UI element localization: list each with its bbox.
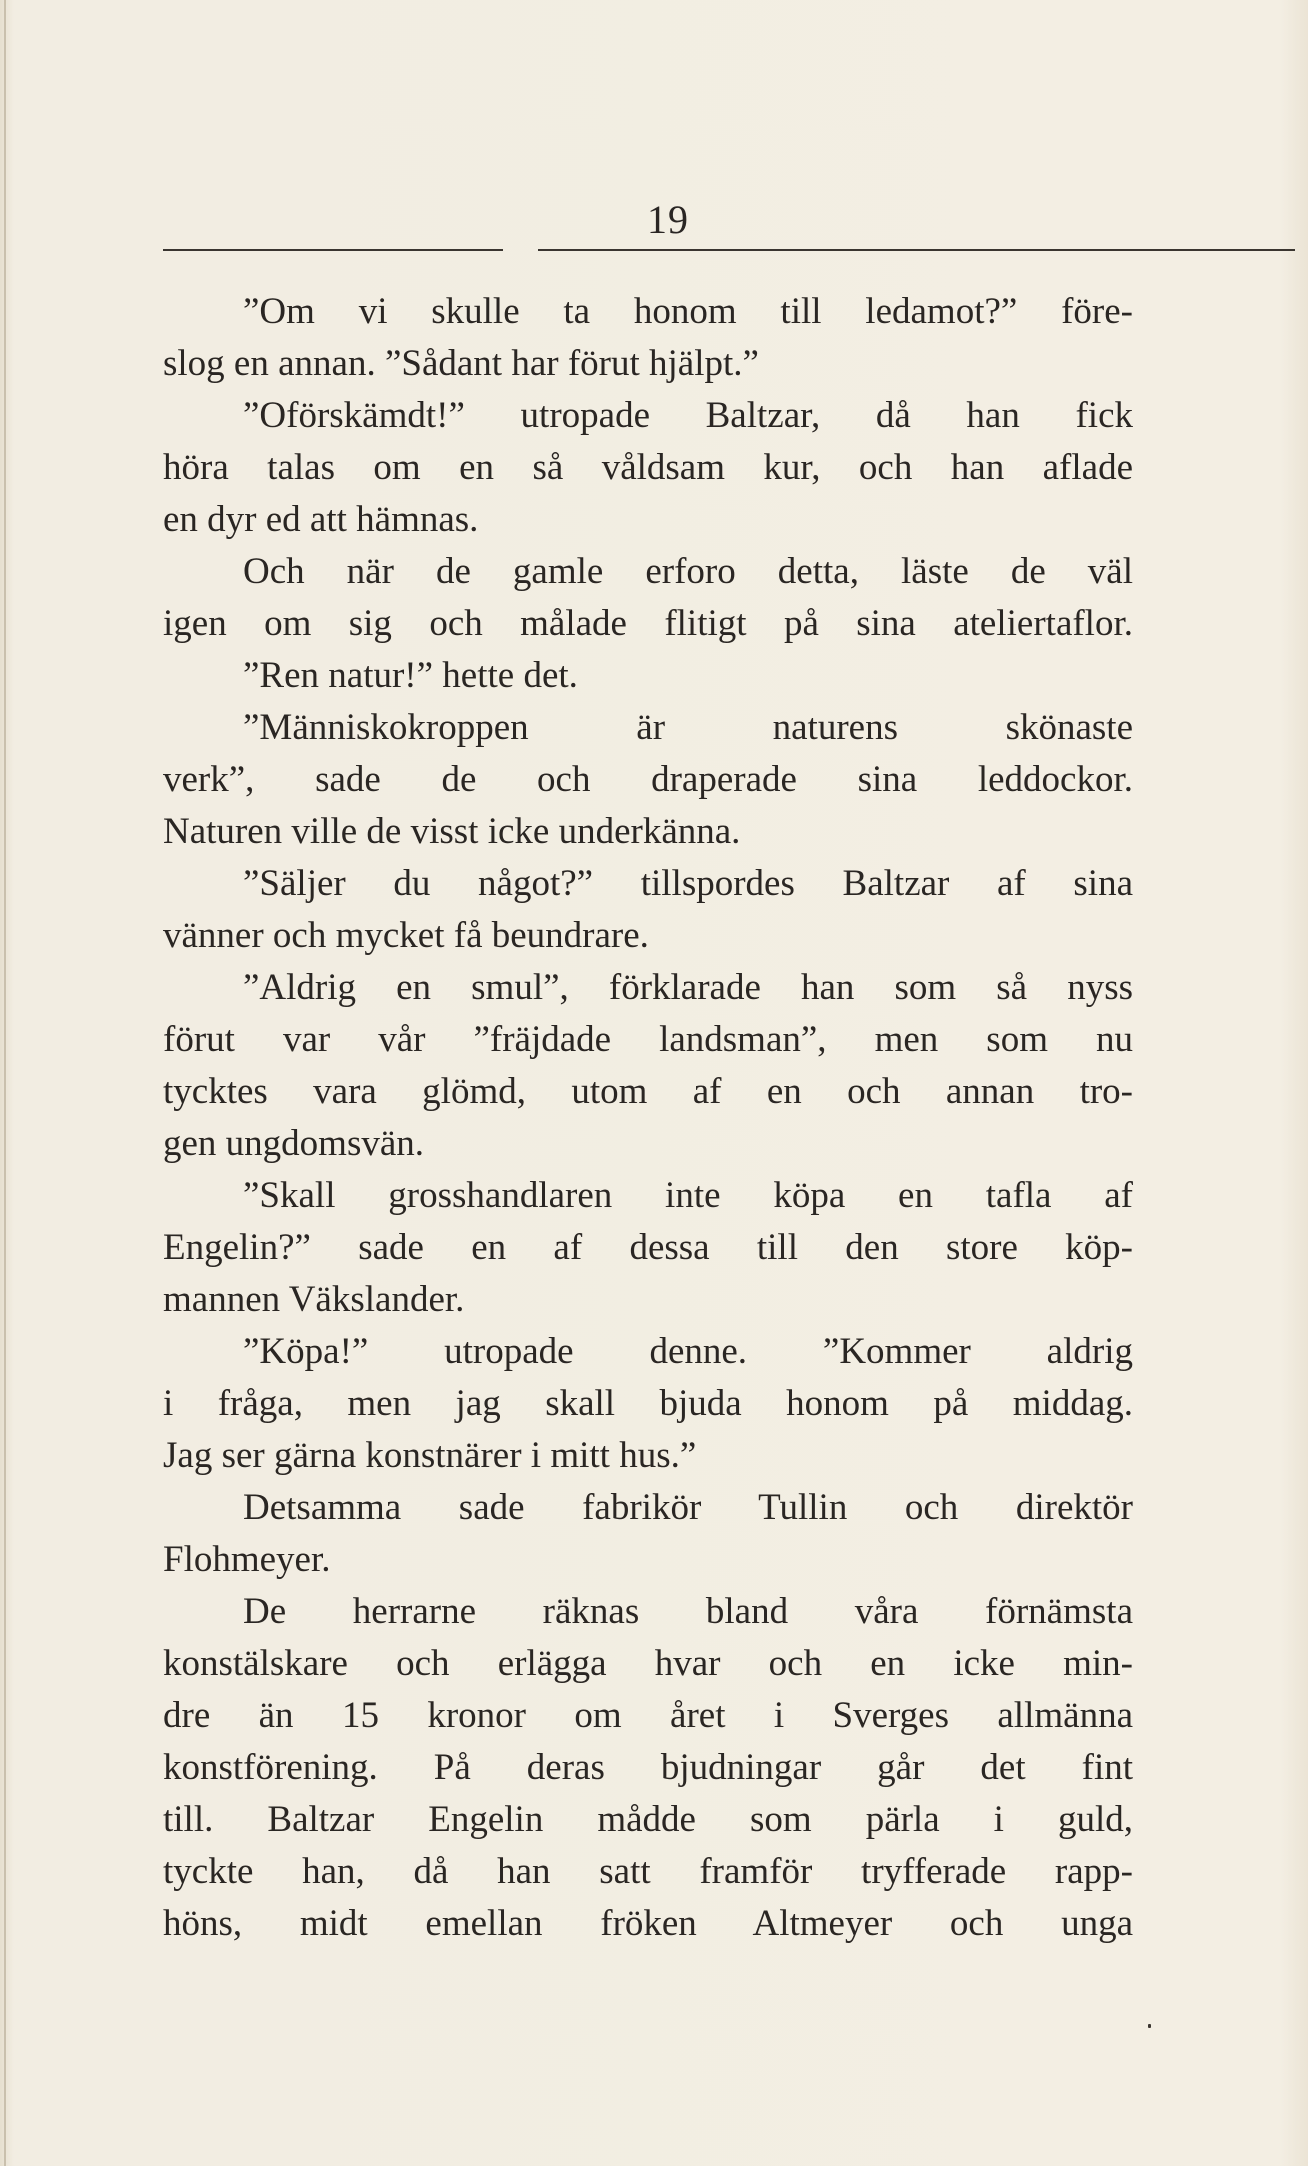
text-line: dre än 15 kronor om året i Sverges allmänna (163, 1695, 1133, 1736)
text-line: förut var vår ”fräjdade landsman”, men som nu (163, 1019, 1133, 1060)
text-line: konstälskare och erlägga hvar och en icke min- (163, 1643, 1133, 1684)
text-line: vänner och mycket få beundrare. (163, 915, 649, 956)
page-edge-shadow (4, 0, 6, 2166)
text-line: en dyr ed att hämnas. (163, 499, 479, 540)
print-speck (1148, 2024, 1151, 2028)
text-line: tyckte han, då han satt framför tryfferade rapp- (163, 1851, 1133, 1892)
page-number: 19 (647, 197, 689, 242)
text-line: gen ungdomsvän. (163, 1123, 425, 1164)
text-line: ”Om vi skulle ta honom till ledamot?” före- (243, 291, 1133, 332)
text-line: slog en annan. ”Sådant har förut hjälpt.” (163, 343, 759, 384)
text-line: tycktes vara glömd, utom af en och annan tro- (163, 1071, 1133, 1112)
text-line: konstförening. På deras bjudningar går det fint (163, 1747, 1133, 1788)
page-header (163, 195, 1133, 255)
text-line: mannen Väkslander. (163, 1279, 465, 1320)
header-rule-left (163, 249, 503, 251)
text-line: i fråga, men jag skall bjuda honom på middag. (163, 1383, 1133, 1424)
text-line: ”Säljer du något?” tillspordes Baltzar af sina (243, 863, 1133, 904)
text-line: höra talas om en så våldsam kur, och han aflade (163, 447, 1133, 488)
text-line: ”Människokroppen är naturens skönaste (243, 707, 1133, 748)
text-line: De herrarne räknas bland våra förnämsta (243, 1591, 1133, 1632)
text-line: igen om sig och målade flitigt på sina ateliertaflor. (163, 603, 1133, 644)
text-line: verk”, sade de och draperade sina leddockor. (163, 759, 1133, 800)
text-line: ”Köpa!” utropade denne. ”Kommer aldrig (243, 1331, 1133, 1372)
text-line: Naturen ville de visst icke underkänna. (163, 811, 741, 852)
text-line: Flohmeyer. (163, 1539, 331, 1580)
text-line: ”Ren natur!” hette det. (243, 655, 578, 696)
text-line: höns, midt emellan fröken Altmeyer och unga (163, 1903, 1133, 1944)
text-line: till. Baltzar Engelin mådde som pärla i guld, (163, 1799, 1133, 1840)
text-line: Engelin?” sade en af dessa till den store köp- (163, 1227, 1133, 1268)
body-text (163, 286, 1133, 1950)
text-line: Jag ser gärna konstnärer i mitt hus.” (163, 1435, 697, 1476)
text-line: Och när de gamle erforo detta, läste de väl (243, 551, 1133, 592)
text-line: Detsamma sade fabrikör Tullin och direktör (243, 1487, 1133, 1528)
text-line: ”Skall grosshandlaren inte köpa en tafla af (243, 1175, 1133, 1216)
header-rule-right (538, 249, 1295, 251)
text-line: ”Oförskämdt!” utropade Baltzar, då han fick (243, 395, 1133, 436)
text-line: ”Aldrig en smul”, förklarade han som så nyss (243, 967, 1133, 1008)
